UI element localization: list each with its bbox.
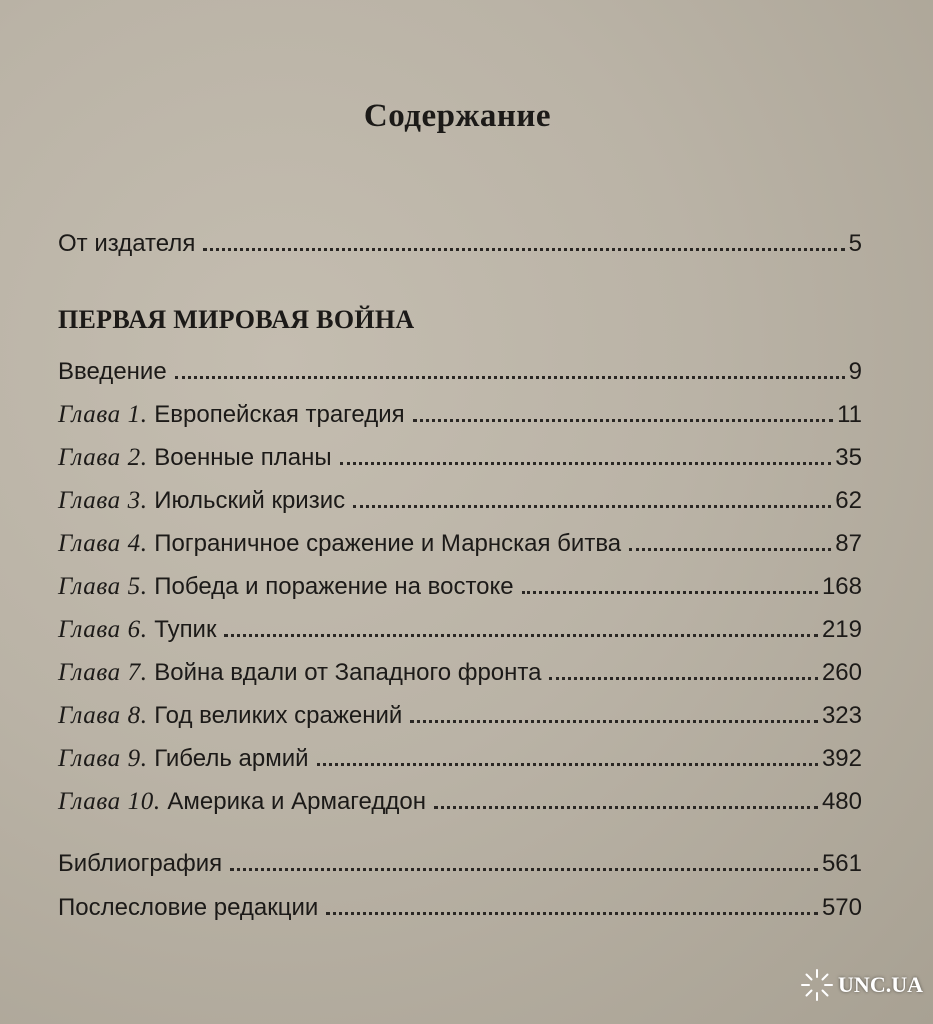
- dot-leader: [629, 548, 831, 551]
- toc-entry-intro: [58, 358, 862, 398]
- dot-leader: [230, 868, 818, 871]
- toc-label: [58, 487, 345, 515]
- toc-page: 62: [835, 487, 862, 514]
- toc-page: 9: [848, 358, 862, 385]
- chapter-prefix: Глава 10.: [58, 788, 161, 815]
- chapter-title: Гибель армий: [154, 745, 309, 772]
- chapter-prefix: Глава 1.: [58, 401, 148, 428]
- dot-leader: [434, 806, 818, 809]
- dot-leader: [353, 505, 831, 508]
- chapter-title: Военные планы: [154, 444, 332, 471]
- toc-label: [58, 530, 621, 558]
- toc-label: [58, 573, 514, 601]
- toc-page: 219: [821, 616, 862, 643]
- toc-label: [58, 745, 309, 773]
- toc-entry-publisher: [58, 230, 862, 270]
- toc-label: [58, 616, 216, 644]
- chapter-title: Тупик: [154, 616, 217, 643]
- section-title: ПЕРВАЯ МИРОВАЯ ВОЙНА: [58, 305, 415, 334]
- chapter-title: Америка и Армагеддон: [167, 788, 426, 815]
- dot-leader: [317, 763, 818, 766]
- toc-page: 5: [848, 230, 862, 257]
- toc-entry-chapter: [58, 745, 862, 785]
- chapter-prefix: Глава 5.: [58, 573, 148, 600]
- watermark: [800, 968, 923, 1002]
- toc-entry-chapter: [58, 616, 862, 656]
- dot-leader: [203, 248, 844, 251]
- toc-entry-chapter: [58, 702, 862, 742]
- toc-entry-afterword: [58, 894, 862, 934]
- toc-label: Введение: [58, 358, 167, 385]
- chapter-title: Пограничное сражение и Марнская битва: [154, 530, 622, 557]
- toc-page: 11: [837, 401, 862, 428]
- dot-leader: [224, 634, 817, 637]
- toc-entry-bibliography: [58, 850, 862, 890]
- toc-label: Библиография: [58, 850, 223, 877]
- chapter-prefix: Глава 6.: [58, 616, 148, 643]
- chapter-title: Год великих сражений: [154, 702, 403, 729]
- page-title: Содержание: [363, 98, 552, 134]
- toc-entry-chapter: [58, 401, 862, 441]
- toc-page: 561: [821, 850, 862, 877]
- toc-label: [58, 702, 402, 730]
- toc-label: [58, 444, 332, 472]
- toc-label: Послесловие редакции: [58, 894, 319, 921]
- toc-page: 480: [821, 788, 862, 815]
- toc-page: 392: [821, 745, 862, 772]
- toc-entry-chapter: [58, 487, 862, 527]
- toc-page: 168: [821, 573, 862, 600]
- dot-leader: [326, 912, 818, 915]
- chapter-title: Европейская трагедия: [154, 401, 405, 428]
- chapter-prefix: Глава 9.: [58, 745, 148, 772]
- chapter-prefix: Глава 8.: [58, 702, 148, 729]
- toc-page: 570: [821, 894, 862, 921]
- chapter-title: Война вдали от Западного фронта: [154, 659, 542, 686]
- toc-label: [58, 401, 405, 429]
- toc-page: 260: [821, 659, 862, 686]
- chapter-prefix: Глава 4.: [58, 530, 148, 557]
- dot-leader: [413, 419, 833, 422]
- toc-entry-chapter: [58, 530, 862, 570]
- toc-page: 35: [835, 444, 862, 471]
- toc-entry-chapter: [58, 573, 862, 613]
- dot-leader: [522, 591, 818, 594]
- dot-leader: [340, 462, 832, 465]
- chapter-prefix: Глава 7.: [58, 659, 148, 686]
- toc-label: От издателя: [58, 230, 196, 257]
- toc-page: 323: [821, 702, 862, 729]
- toc-label: [58, 788, 426, 816]
- chapter-title: Июльский кризис: [154, 487, 346, 514]
- toc-label: [58, 659, 541, 687]
- chapter-title: Победа и поражение на востоке: [154, 573, 514, 600]
- chapter-prefix: Глава 3.: [58, 487, 148, 514]
- watermark-text: UNC.UA: [838, 972, 923, 997]
- dot-leader: [549, 677, 817, 680]
- toc-entry-chapter: [58, 659, 862, 699]
- dot-leader: [410, 720, 818, 723]
- toc-entry-chapter: [58, 444, 862, 484]
- toc-page: 87: [835, 530, 862, 557]
- dot-leader: [175, 376, 845, 379]
- chapter-prefix: Глава 2.: [58, 444, 148, 471]
- toc-entry-chapter: [58, 788, 862, 828]
- sunburst-icon: [800, 968, 834, 1002]
